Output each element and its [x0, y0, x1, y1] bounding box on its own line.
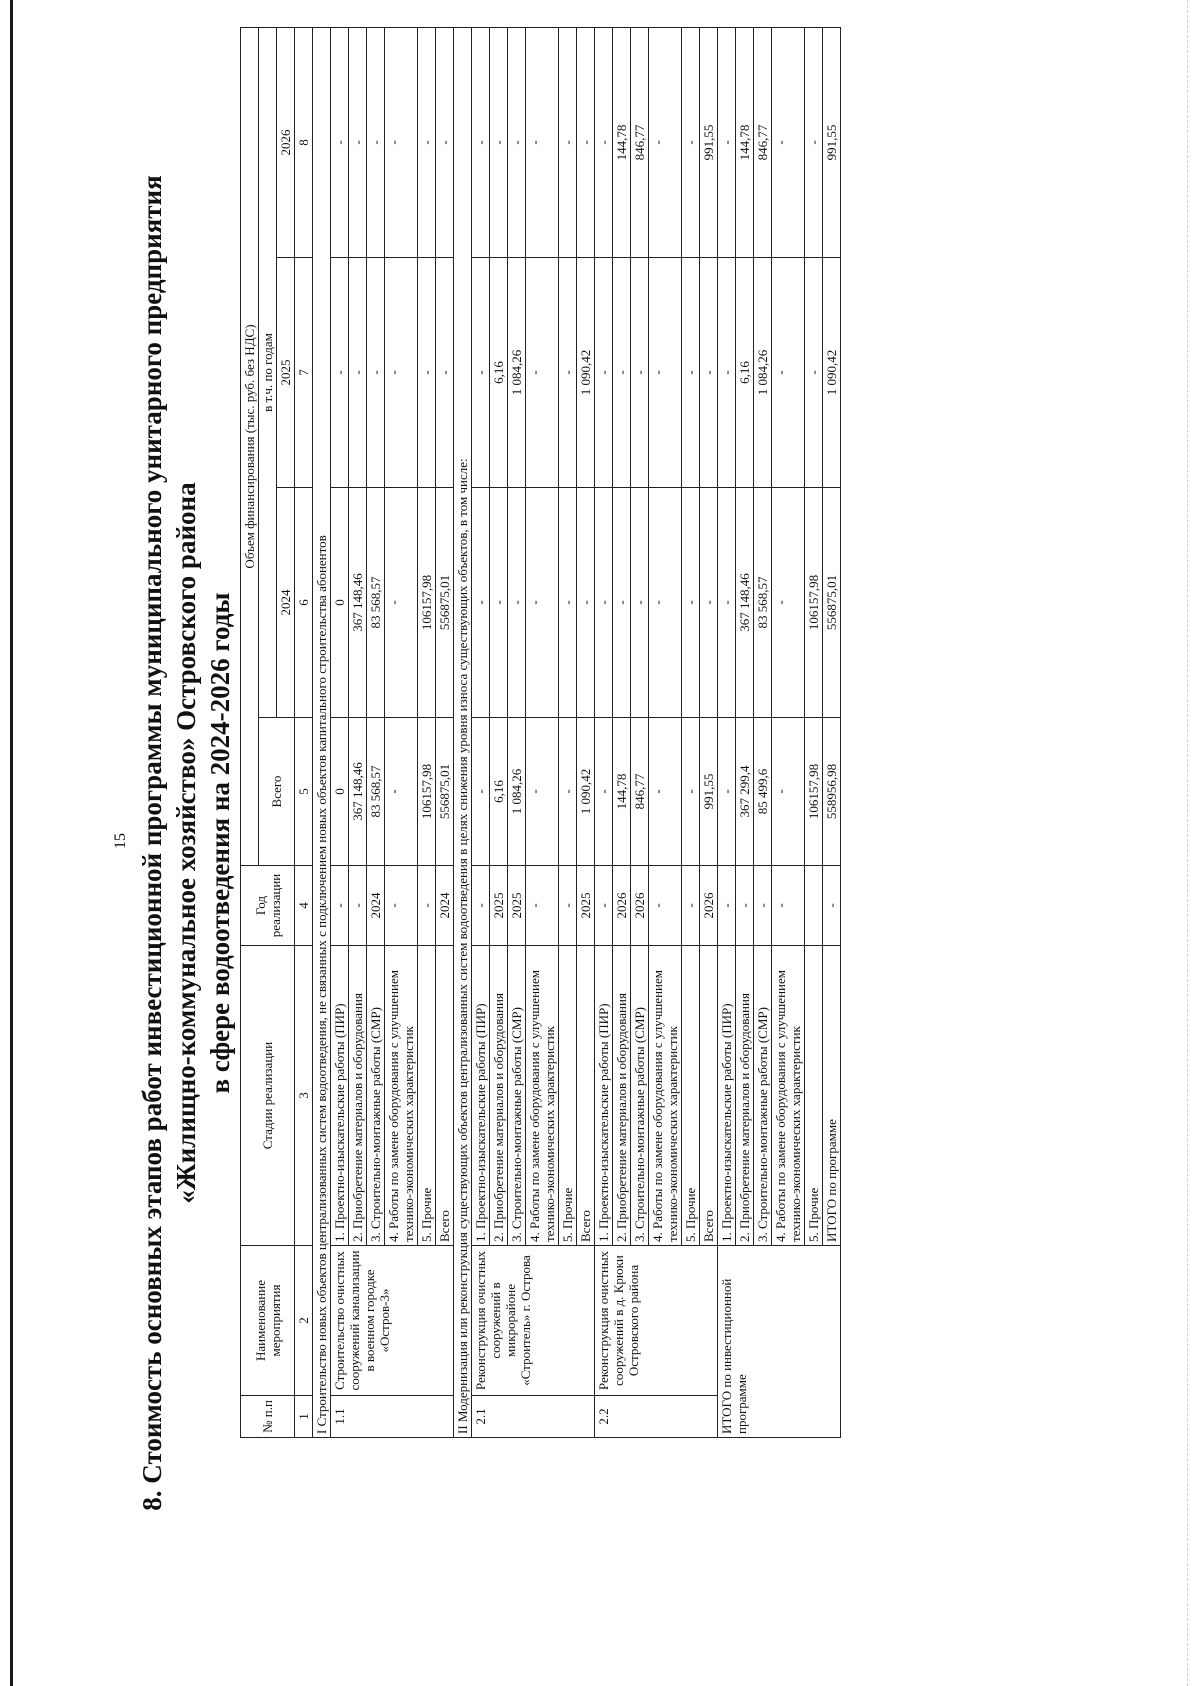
table-row — [595, 28, 613, 1438]
table-body — [313, 28, 841, 1438]
stage-cell: 4. Работы по замене оборудования с улучшением технико-экономических характеристик — [385, 946, 418, 1246]
stage-cell: Всего — [577, 946, 595, 1246]
total-cell: 556875,01 — [436, 718, 454, 866]
header-2025: 2025 — [277, 258, 295, 488]
stage-cell: 4. Работы по замене оборудования с улучшением технико-экономических характеристик — [772, 946, 805, 1246]
table-row — [331, 28, 349, 1438]
y2026-cell: - — [436, 28, 454, 258]
total-cell: - — [718, 718, 736, 866]
section-row-1 — [313, 28, 331, 1438]
year-cell: - — [823, 866, 841, 946]
y2025-cell: 6,16 — [490, 258, 508, 488]
table-row — [700, 28, 718, 1438]
measure-number: 2.2 — [595, 1396, 718, 1438]
y2024-cell: - — [472, 488, 490, 718]
header-2026: 2026 — [277, 28, 295, 258]
y2024-cell: - — [631, 488, 649, 718]
y2024-cell: - — [700, 488, 718, 718]
total-cell: - — [772, 718, 805, 866]
year-cell: - — [418, 866, 436, 946]
stage-cell: 2. Приобретение материалов и оборудования — [490, 946, 508, 1246]
y2026-cell: - — [367, 28, 385, 258]
y2026-cell: 846,77 — [754, 28, 772, 258]
header-volume: Объем финансирования (тыс. руб. без НДС) — [241, 28, 259, 866]
y2024-cell: 106157,98 — [418, 488, 436, 718]
stage-cell: 2. Приобретение материалов и оборудования — [736, 946, 754, 1246]
year-cell: - — [472, 866, 490, 946]
total-cell: - — [385, 718, 418, 866]
total-cell: - — [472, 718, 490, 866]
y2025-cell: - — [631, 258, 649, 488]
year-cell: 2026 — [613, 866, 631, 946]
header-2024: 2024 — [277, 488, 295, 718]
document-title — [135, 0, 237, 1686]
y2024-cell: - — [682, 488, 700, 718]
y2025-cell: - — [649, 258, 682, 488]
y2024-cell: - — [385, 488, 418, 718]
y2026-cell: - — [577, 28, 595, 258]
y2024-cell: - — [559, 488, 577, 718]
table-row — [367, 28, 385, 1438]
table-row — [754, 28, 772, 1438]
stage-cell: 1. Проектно-изыскательские работы (ПИР) — [595, 946, 613, 1246]
table-row — [526, 28, 559, 1438]
total-cell: 6,16 — [490, 718, 508, 866]
y2026-cell: - — [595, 28, 613, 258]
total-cell: 1 090,42 — [577, 718, 595, 866]
table-row — [649, 28, 682, 1438]
stage-cell: 5. Прочие — [559, 946, 577, 1246]
page-number: 15 — [112, 833, 129, 849]
col-num-8: 8 — [295, 28, 313, 258]
y2026-cell: 846,77 — [631, 28, 649, 258]
total-cell: 367 299,4 — [736, 718, 754, 866]
col-num-5: 5 — [295, 718, 313, 866]
total-cell: 1 084,26 — [508, 718, 526, 866]
y2024-cell: 556875,01 — [823, 488, 841, 718]
header-name: Наименование мероприятия — [241, 1246, 295, 1396]
year-cell: - — [349, 866, 367, 946]
y2024-cell: 367 148,46 — [736, 488, 754, 718]
table-row — [508, 28, 526, 1438]
year-cell: - — [595, 866, 613, 946]
table-row — [631, 28, 649, 1438]
table-row — [385, 28, 418, 1438]
year-cell — [805, 866, 823, 946]
y2025-cell: - — [436, 258, 454, 488]
y2025-cell: - — [349, 258, 367, 488]
y2026-cell: - — [682, 28, 700, 258]
y2025-cell: - — [526, 258, 559, 488]
stage-cell: Всего — [700, 946, 718, 1246]
section-row-2 — [454, 28, 472, 1438]
header-row-1 — [241, 28, 259, 1438]
col-num-4: 4 — [295, 866, 313, 946]
y2025-cell: - — [700, 258, 718, 488]
stage-cell: 1. Проектно-изыскательские работы (ПИР) — [331, 946, 349, 1246]
stage-cell: 3. Строительно-монтажные работы (СМР) — [367, 946, 385, 1246]
y2026-cell: - — [508, 28, 526, 258]
measure-number: 2.1 — [472, 1396, 595, 1438]
y2024-cell: - — [577, 488, 595, 718]
y2026-cell: - — [649, 28, 682, 258]
y2026-cell: - — [772, 28, 805, 258]
investment-table — [240, 27, 841, 1438]
total-cell: - — [595, 718, 613, 866]
y2025-cell: - — [682, 258, 700, 488]
y2025-cell: - — [718, 258, 736, 488]
measure-name: Реконструкция очистных сооружений в д. Крюки Островского района — [595, 1246, 718, 1396]
y2026-cell: - — [559, 28, 577, 258]
y2026-cell: - — [718, 28, 736, 258]
y2024-cell: - — [508, 488, 526, 718]
header-num: № п.п — [241, 1396, 295, 1438]
y2024-cell: - — [526, 488, 559, 718]
stage-cell: Всего — [436, 946, 454, 1246]
stage-cell: 4. Работы по замене оборудования с улучшением технико-экономических характеристик — [526, 946, 559, 1246]
total-cell: 85 499,6 — [754, 718, 772, 866]
stage-cell: 1. Проектно-изыскательские работы (ПИР) — [718, 946, 736, 1246]
header-stage: Стадии реализации — [241, 946, 295, 1246]
y2024-cell: 83 568,57 — [367, 488, 385, 718]
y2025-cell: 6,16 — [736, 258, 754, 488]
measure-name: ИТОГО по инвестиционной программе — [718, 1246, 841, 1438]
year-cell: 2026 — [700, 866, 718, 946]
stage-cell: 3. Строительно-монтажные работы (СМР) — [631, 946, 649, 1246]
y2026-cell: - — [385, 28, 418, 258]
header-total: Всего — [259, 718, 295, 866]
year-cell: - — [559, 866, 577, 946]
total-cell: 106157,98 — [418, 718, 436, 866]
stage-cell: 3. Строительно-монтажные работы (СМР) — [754, 946, 772, 1246]
table-row — [418, 28, 436, 1438]
table-row — [736, 28, 754, 1438]
y2024-cell: 556875,01 — [436, 488, 454, 718]
year-cell: 2024 — [367, 866, 385, 946]
stage-cell: ИТОГО по программе — [823, 946, 841, 1246]
total-cell: - — [526, 718, 559, 866]
y2024-cell: - — [718, 488, 736, 718]
y2024-cell: 367 148,46 — [349, 488, 367, 718]
year-cell: 2025 — [508, 866, 526, 946]
y2026-cell: - — [490, 28, 508, 258]
total-cell: 0 — [331, 718, 349, 866]
section-1-label: I Строительство новых объектов централизованных систем водоотведения, не связанных с подключением новых объектов капитального строительства абонентов — [313, 28, 331, 1438]
table-row — [436, 28, 454, 1438]
measure-number: 1.1 — [331, 1396, 454, 1438]
y2024-cell: 106157,98 — [805, 488, 823, 718]
y2025-cell: 1 090,42 — [577, 258, 595, 488]
header-by-years: в т.ч. по годам — [259, 28, 277, 718]
total-cell: - — [559, 718, 577, 866]
stage-cell: 4. Работы по замене оборудования с улучшением технико-экономических характеристик — [649, 946, 682, 1246]
total-cell: 991,55 — [700, 718, 718, 866]
y2025-cell: - — [367, 258, 385, 488]
title-line-2: «Жилищно-коммунальное хозяйство» Островского района — [171, 482, 201, 1204]
stage-cell: 3. Строительно-монтажные работы (СМР) — [508, 946, 526, 1246]
table-row — [682, 28, 700, 1438]
y2025-cell: - — [331, 258, 349, 488]
year-cell: - — [649, 866, 682, 946]
year-cell: - — [385, 866, 418, 946]
year-cell: - — [526, 866, 559, 946]
table-row — [772, 28, 805, 1438]
col-num-2: 2 — [295, 1246, 313, 1396]
table-row — [559, 28, 577, 1438]
y2026-cell: - — [805, 28, 823, 258]
y2026-cell: 991,55 — [823, 28, 841, 258]
year-cell: - — [736, 866, 754, 946]
total-cell: 846,77 — [631, 718, 649, 866]
year-cell: 2025 — [490, 866, 508, 946]
y2026-cell: - — [331, 28, 349, 258]
total-cell: - — [682, 718, 700, 866]
y2025-cell: - — [805, 258, 823, 488]
year-cell: 2026 — [631, 866, 649, 946]
col-num-1: 1 — [295, 1396, 313, 1438]
y2026-cell: - — [472, 28, 490, 258]
y2026-cell: - — [349, 28, 367, 258]
year-cell: 2024 — [436, 866, 454, 946]
y2024-cell: - — [649, 488, 682, 718]
y2024-cell: - — [772, 488, 805, 718]
y2025-cell: - — [472, 258, 490, 488]
table-row — [490, 28, 508, 1438]
y2025-cell: 1 090,42 — [823, 258, 841, 488]
stage-cell: 2. Приобретение материалов и оборудования — [349, 946, 367, 1246]
total-cell: - — [649, 718, 682, 866]
stage-cell: 2. Приобретение материалов и оборудования — [613, 946, 631, 1246]
table-row — [472, 28, 490, 1438]
y2024-cell: - — [490, 488, 508, 718]
total-cell: 144,78 — [613, 718, 631, 866]
y2025-cell: - — [418, 258, 436, 488]
stage-cell: 5. Прочие — [682, 946, 700, 1246]
total-cell: 106157,98 — [805, 718, 823, 866]
y2026-cell: - — [418, 28, 436, 258]
table-row — [805, 28, 823, 1438]
total-cell: 83 568,57 — [367, 718, 385, 866]
year-cell: - — [772, 866, 805, 946]
stage-cell: 1. Проектно-изыскательские работы (ПИР) — [472, 946, 490, 1246]
y2026-cell: - — [526, 28, 559, 258]
total-cell: 367 148,46 — [349, 718, 367, 866]
col-num-7: 7 — [295, 258, 313, 488]
y2024-cell: - — [613, 488, 631, 718]
measure-name: Реконструкция очистных сооружений в микрорайоне «Строитель» г. Острова — [472, 1246, 595, 1396]
table-row — [718, 28, 736, 1438]
y2025-cell: - — [385, 258, 418, 488]
table-row — [823, 28, 841, 1438]
y2024-cell: 83 568,57 — [754, 488, 772, 718]
table-row — [613, 28, 631, 1438]
y2025-cell: 1 084,26 — [508, 258, 526, 488]
year-cell: 2025 — [577, 866, 595, 946]
measure-name: Строительство очистных сооружений канализации в военном городке «Остров-3» — [331, 1246, 454, 1396]
table-row — [349, 28, 367, 1438]
y2024-cell: - — [595, 488, 613, 718]
year-cell: - — [682, 866, 700, 946]
y2025-cell: - — [595, 258, 613, 488]
y2025-cell: 1 084,26 — [754, 258, 772, 488]
y2024-cell: 0 — [331, 488, 349, 718]
year-cell: - — [754, 866, 772, 946]
table-row — [577, 28, 595, 1438]
year-cell: - — [331, 866, 349, 946]
y2025-cell: - — [772, 258, 805, 488]
header-year: Год реализации — [241, 866, 295, 946]
y2026-cell: 991,55 — [700, 28, 718, 258]
y2026-cell: 144,78 — [613, 28, 631, 258]
year-cell: - — [718, 866, 736, 946]
total-cell: 558956,98 — [823, 718, 841, 866]
title-line-1: 8. Стоимость основных этапов работ инвестиционной программы муниципального унитарного предприятия — [137, 175, 167, 1511]
section-2-label: II Модернизация или реконструкция существующих объектов централизованных систем водоотведения в целях снижения уровня износа существующих объектов, в том числе: — [454, 28, 472, 1438]
col-num-6: 6 — [295, 488, 313, 718]
stage-cell: 5. Прочие — [805, 946, 823, 1246]
column-number-row — [295, 28, 313, 1438]
col-num-3: 3 — [295, 946, 313, 1246]
y2025-cell: - — [613, 258, 631, 488]
y2026-cell: 144,78 — [736, 28, 754, 258]
y2025-cell: - — [559, 258, 577, 488]
stage-cell: 5. Прочие — [418, 946, 436, 1246]
title-line-3: в сфере водоотведения на 2024-2026 годы — [205, 592, 235, 1094]
